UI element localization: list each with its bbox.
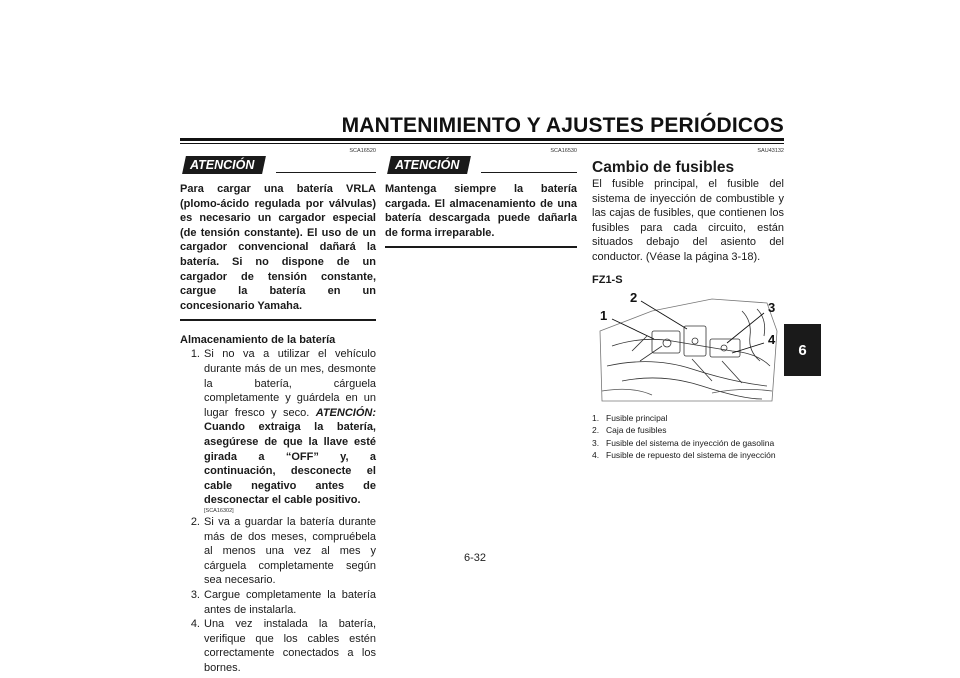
legend-number: 4. [592, 449, 600, 460]
legend-number: 1. [592, 413, 600, 424]
model-label: FZ1-S [592, 273, 623, 286]
reference-code: SAU43132 [757, 148, 784, 154]
warning-text: Mantenga siempre la batería cargada. El almacenamiento de una batería descargada puede dañarla de forma irreparable. [385, 183, 577, 239]
atencion-rule [481, 172, 577, 174]
list-item-number: 2. [190, 515, 200, 528]
list-item [180, 347, 376, 515]
header-rule-thin [180, 143, 784, 144]
section-paragraph: El fusible principal, el fusible del sistema de inyección de combustible y las cajas de fusibles, que contienen los fusibles para cada circuito, están situados debajo del asiento del conductor. (Véase la página 3-18). [592, 178, 784, 263]
warning-end-rule [180, 319, 376, 321]
callout-3: 3 [768, 300, 776, 316]
legend-item [592, 412, 784, 424]
callout-1: 1 [600, 308, 608, 324]
list-item-body [204, 347, 376, 515]
list-item [180, 617, 376, 675]
reference-code: SCA16530 [550, 148, 577, 154]
legend-text: Caja de fusibles [606, 425, 667, 436]
page-number: 6-32 [464, 552, 487, 564]
subheading: Almacenamiento de la batería [180, 333, 336, 346]
legend-item [592, 449, 784, 461]
legend-text: Fusible del sistema de inyección de gasolina [606, 437, 775, 448]
header-rule [180, 138, 784, 141]
inline-caution [204, 407, 376, 507]
atencion-badge [387, 156, 471, 174]
fuse-diagram [592, 291, 784, 409]
legend-text: Fusible de repuesto del sistema de inyección [606, 449, 776, 460]
callout-4: 4 [768, 332, 776, 348]
list-item [180, 515, 376, 588]
fuse-diagram-illustration [592, 291, 784, 409]
atencion-header [180, 156, 376, 174]
column-middle [385, 148, 577, 248]
atencion-rule [276, 172, 376, 174]
atencion-label: ATENCIÓN [395, 158, 460, 172]
column-left [180, 148, 376, 676]
legend-item [592, 437, 784, 449]
atencion-badge [182, 156, 266, 174]
list-item-text: Cargue completamente la batería antes de instalarla. [204, 588, 376, 616]
legend-text: Fusible principal [606, 413, 668, 424]
atencion-header [385, 156, 577, 174]
column-right [592, 148, 784, 461]
chapter-tab[interactable]: 6 [784, 324, 821, 376]
legend-number: 2. [592, 425, 600, 436]
list-item-text: Si no va a utilizar el vehículo durante más de un mes, desmonte la batería, cárguela completamente y guárdela en un lugar fresco y seco. [204, 348, 376, 419]
list-item-number: 4. [190, 618, 200, 631]
section-title: Cambio de fusibles [592, 159, 735, 176]
page-title: MANTENIMIENTO Y AJUSTES PERIÓDICOS [341, 114, 784, 137]
reference-code: SCA16520 [349, 148, 376, 154]
callout-2: 2 [630, 290, 638, 306]
legend-item [592, 424, 784, 436]
atencion-label: ATENCIÓN [190, 158, 255, 172]
warning-end-rule [385, 246, 577, 248]
list-item-text: Una vez instalada la batería, verifique que los cables estén correctamente conectados a los bornes. [204, 618, 376, 674]
list-item-number: 3. [190, 588, 200, 601]
warning-text: Para cargar una batería VRLA (plomo-ácido regulada por válvulas) es necesario un cargador especial (de tensión constante). El uso de un cargador convencional dañará la batería. Si no dispone de un cargador de tensión constante, cargue la batería en un concesionario Yamaha. [180, 183, 376, 312]
figure-legend [592, 412, 784, 461]
inline-caution-text: Cuando extraiga la batería, asegúrese de que la llave esté girada a “OFF” y, a continuación, desconecte el cable negativo antes de desconectar el cable positivo. [204, 421, 376, 507]
legend-number: 3. [592, 437, 600, 448]
inline-ref-code: [SCA16302] [204, 507, 234, 514]
list-item-text: Si va a guardar la batería durante más de dos meses, compruébela al menos una vez al mes y cárguela completamente según sea necesario. [204, 515, 376, 587]
list-item [180, 588, 376, 617]
inline-caution-word: ATENCIÓN: [315, 406, 376, 419]
list-item-number: 1. [190, 348, 200, 361]
